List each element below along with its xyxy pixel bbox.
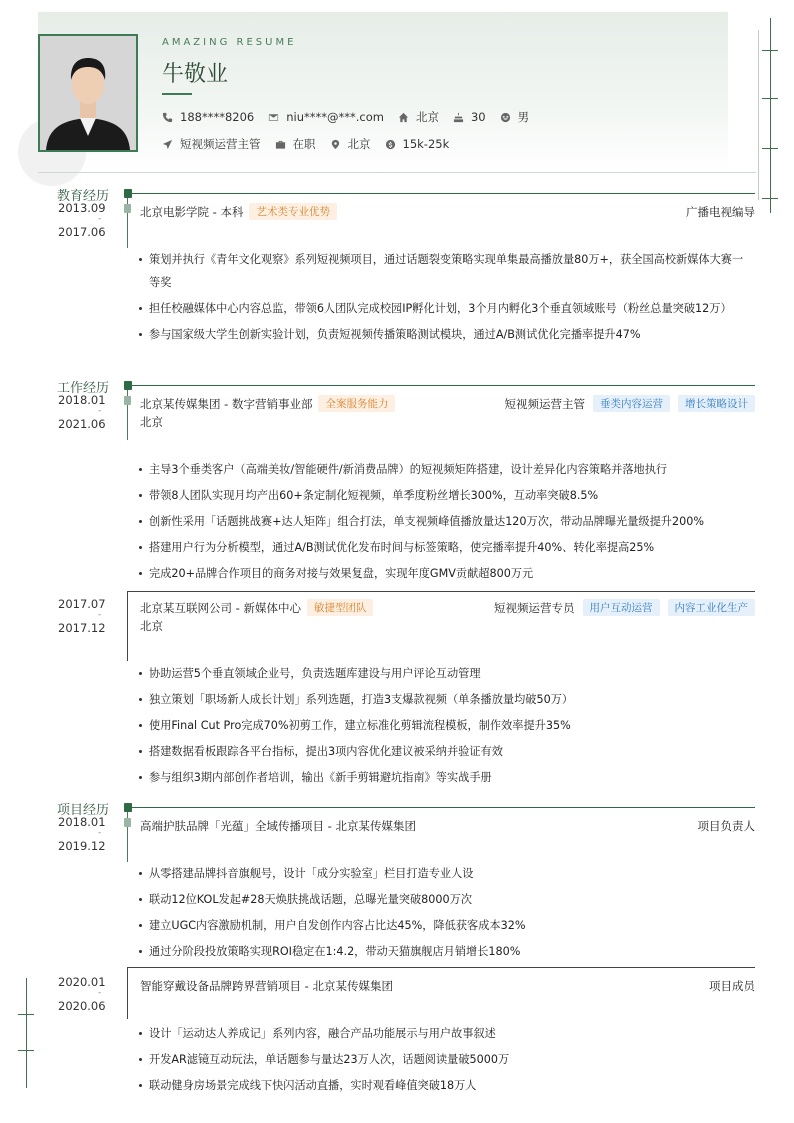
- list-item: 联动健身房场景完成线下快闪活动直播，实时观看峰值突破18万人: [138, 1074, 750, 1097]
- org-text: 北京某互联网公司 - 新媒体中心: [140, 600, 301, 615]
- salary-text: 15k-25k: [402, 137, 450, 151]
- list-item: 独立策划「职场新人成长计划」系列选题，打造3支爆款视频（单条播放量均破50万）: [138, 688, 750, 711]
- mail-icon: [268, 112, 279, 123]
- entry-marker: [124, 396, 131, 405]
- end-date: 2019.12: [58, 839, 106, 853]
- start-date: 2018.01: [58, 393, 106, 407]
- start-date: 2018.01: [58, 815, 106, 829]
- entry-divider: [128, 591, 755, 592]
- role-text: 短视频运营主管: [504, 396, 585, 411]
- profile-photo: [38, 34, 138, 152]
- target-position-text: 短视频运营主管: [180, 137, 261, 151]
- date-dash: -: [98, 610, 102, 620]
- list-item: 设计「运动达人养成记」系列内容，融合产品功能展示与用户故事叙述: [138, 1022, 750, 1045]
- company-name: [140, 599, 373, 616]
- decorative-line: [770, 18, 771, 213]
- project-name: 智能穿戴设备品牌跨界营销项目 - 北京某传媒集团: [140, 979, 393, 993]
- age-text: 30: [470, 110, 486, 124]
- skill-tag: 增长策略设计: [678, 395, 755, 412]
- highlight-tag: 敏捷型团队: [307, 599, 374, 616]
- send-icon: [162, 139, 173, 150]
- start-date: 2017.07: [58, 597, 106, 611]
- list-item: 从零搭建品牌抖音旗舰号，设计「成分实验室」栏目打造专业人设: [138, 862, 750, 885]
- list-item: 协助运营5个垂直领域企业号，负责选题库建设与用户评论互动管理: [138, 662, 750, 685]
- entry-marker: [124, 204, 131, 213]
- project-role: 项目负责人: [697, 819, 755, 833]
- entry-divider: [128, 967, 755, 968]
- status-text: 在职: [292, 137, 316, 151]
- skill-tag: 用户互动运营: [583, 599, 660, 616]
- section-title-projects: 项目经历: [57, 803, 110, 818]
- major: 广播电视编导: [686, 205, 755, 219]
- job-role: [505, 395, 756, 412]
- section-rule: [128, 385, 755, 386]
- highlight-tag: 全案服务能力: [318, 395, 395, 412]
- section-rule: [128, 807, 755, 808]
- phone-item: [162, 110, 254, 124]
- bullet-list: [138, 1022, 750, 1100]
- section-rule: [128, 193, 755, 194]
- list-item: 创新性采用「话题挑战赛+达人矩阵」组合打法，单支视频峰值播放量达120万次，带动品牌曝光量级提升200%: [138, 510, 750, 533]
- skill-tag: 内容工业化生产: [668, 599, 756, 616]
- email-item: [268, 110, 384, 124]
- list-item: 带领8人团队实现月均产出60+条定制化短视频，单季度粉丝增长300%，互动率突破8.5%: [138, 484, 750, 507]
- city-item: [398, 109, 439, 125]
- start-date: 2020.01: [58, 975, 106, 989]
- email-text: niu****@***.com: [286, 110, 384, 124]
- briefcase-icon: [275, 139, 286, 150]
- list-item: 建立UGC内容激励机制，用户自发创作内容占比达45%，降低获客成本32%: [138, 914, 750, 937]
- bullet-list: [138, 458, 750, 588]
- list-item: 通过分阶段投放策略实现ROI稳定在1:4.2，带动天猫旗舰店月销增长180%: [138, 940, 750, 963]
- list-item: 参与国家级大学生创新实验计划，负责短视频传播策略测试模块，通过A/B测试优化完播率提升47%: [138, 323, 750, 346]
- home-icon: [398, 112, 409, 123]
- highlight-tag: 艺术类专业优势: [249, 203, 337, 220]
- target-position-item: [162, 136, 261, 152]
- entry-marker: [124, 818, 131, 827]
- location-pin-icon: [330, 139, 341, 150]
- job-intention-row: [162, 136, 463, 152]
- age-item: [453, 110, 486, 124]
- money-icon: [385, 139, 396, 150]
- work-location: 北京: [140, 619, 163, 633]
- bullet-list: [138, 862, 750, 966]
- timeline-line: [127, 591, 128, 661]
- target-city-text: 北京: [347, 137, 371, 151]
- gender-item: [500, 109, 530, 125]
- end-date: 2017.06: [58, 225, 106, 239]
- date-dash: -: [98, 988, 102, 998]
- cake-icon: [453, 112, 464, 123]
- phone-text: 188****8206: [180, 110, 255, 124]
- target-city-item: [330, 136, 371, 152]
- end-date: 2017.12: [58, 621, 106, 635]
- name-underline: [162, 93, 192, 95]
- decorative-tick: [18, 1014, 34, 1015]
- decorative-tick: [762, 98, 778, 99]
- decorative-tick: [762, 198, 778, 199]
- decorative-line: [26, 978, 27, 1088]
- contact-info-row: [162, 109, 543, 125]
- role-text: 短视频运营专员: [494, 600, 575, 615]
- section-title-education: 教育经历: [57, 189, 110, 204]
- list-item: 完成20+品牌合作项目的商务对接与效果复盘，实现年度GMV贡献超800万元: [138, 562, 750, 585]
- status-item: [275, 136, 316, 152]
- resume-tagline: AMAZING RESUME: [162, 37, 297, 48]
- school-name: [140, 203, 337, 220]
- list-item: 联动12位KOL发起#28天焕肤挑战话题，总曝光量突破8000万次: [138, 888, 750, 911]
- gender-text: 男: [517, 110, 530, 124]
- end-date: 2021.06: [58, 417, 106, 431]
- list-item: 使用Final Cut Pro完成70%初剪工作，建立标准化剪辑流程模板，制作效率提升35%: [138, 714, 750, 737]
- candidate-name: 牛敬业: [162, 62, 229, 87]
- city-text: 北京: [415, 110, 439, 124]
- org-text: 北京电影学院 - 本科: [140, 204, 244, 219]
- start-date: 2013.09: [58, 201, 106, 215]
- list-item: 策划并执行《青年文化观察》系列短视频项目，通过话题裂变策略实现单集最高播放量80万+，获全国高校新媒体大赛一等奖: [138, 248, 750, 294]
- list-item: 主导3个垂类客户（高端美妆/智能硬件/新消费品牌）的短视频矩阵搭建，设计差异化内容策略并落地执行: [138, 458, 750, 481]
- list-item: 担任校融媒体中心内容总监，带领6人团队完成校园IP孵化计划，3个月内孵化3个垂直领域账号（粉丝总量突破12万）: [138, 297, 750, 320]
- date-dash: -: [98, 214, 102, 224]
- section-title-work: 工作经历: [57, 381, 110, 396]
- header-divider: [38, 172, 756, 173]
- skill-tag: 垂类内容运营: [593, 395, 670, 412]
- list-item: 开发AR滤镜互动玩法，单话题参与量达23万人次，话题阅读量破5000万: [138, 1048, 750, 1071]
- timeline-line: [127, 967, 128, 1019]
- job-role: [494, 599, 755, 616]
- list-item: 搭建数据看板跟踪各平台指标，提出3项内容优化建议被采纳并验证有效: [138, 740, 750, 763]
- date-dash: -: [98, 828, 102, 838]
- project-role: 项目成员: [709, 979, 755, 993]
- list-item: 搭建用户行为分析模型，通过A/B测试优化发布时间与标签策略，使完播率提升40%、转化率提高25%: [138, 536, 750, 559]
- project-name: 高端护肤品牌「光蕴」全域传播项目 - 北京某传媒集团: [140, 819, 416, 833]
- company-name: [140, 395, 395, 412]
- decorative-line: [758, 30, 759, 200]
- bullet-list: [138, 248, 750, 349]
- salary-item: [385, 137, 450, 151]
- smile-icon: [500, 112, 511, 123]
- work-location: 北京: [140, 415, 163, 429]
- decorative-tick: [762, 148, 778, 149]
- bullet-list: [138, 662, 750, 792]
- list-item: 参与组织3期内部创作者培训，输出《新手剪辑避坑指南》等实战手册: [138, 766, 750, 789]
- decorative-tick: [18, 1050, 34, 1051]
- decorative-tick: [762, 50, 778, 51]
- phone-icon: [162, 112, 173, 123]
- date-dash: -: [98, 406, 102, 416]
- end-date: 2020.06: [58, 999, 106, 1013]
- org-text: 北京某传媒集团 - 数字营销事业部: [140, 396, 313, 411]
